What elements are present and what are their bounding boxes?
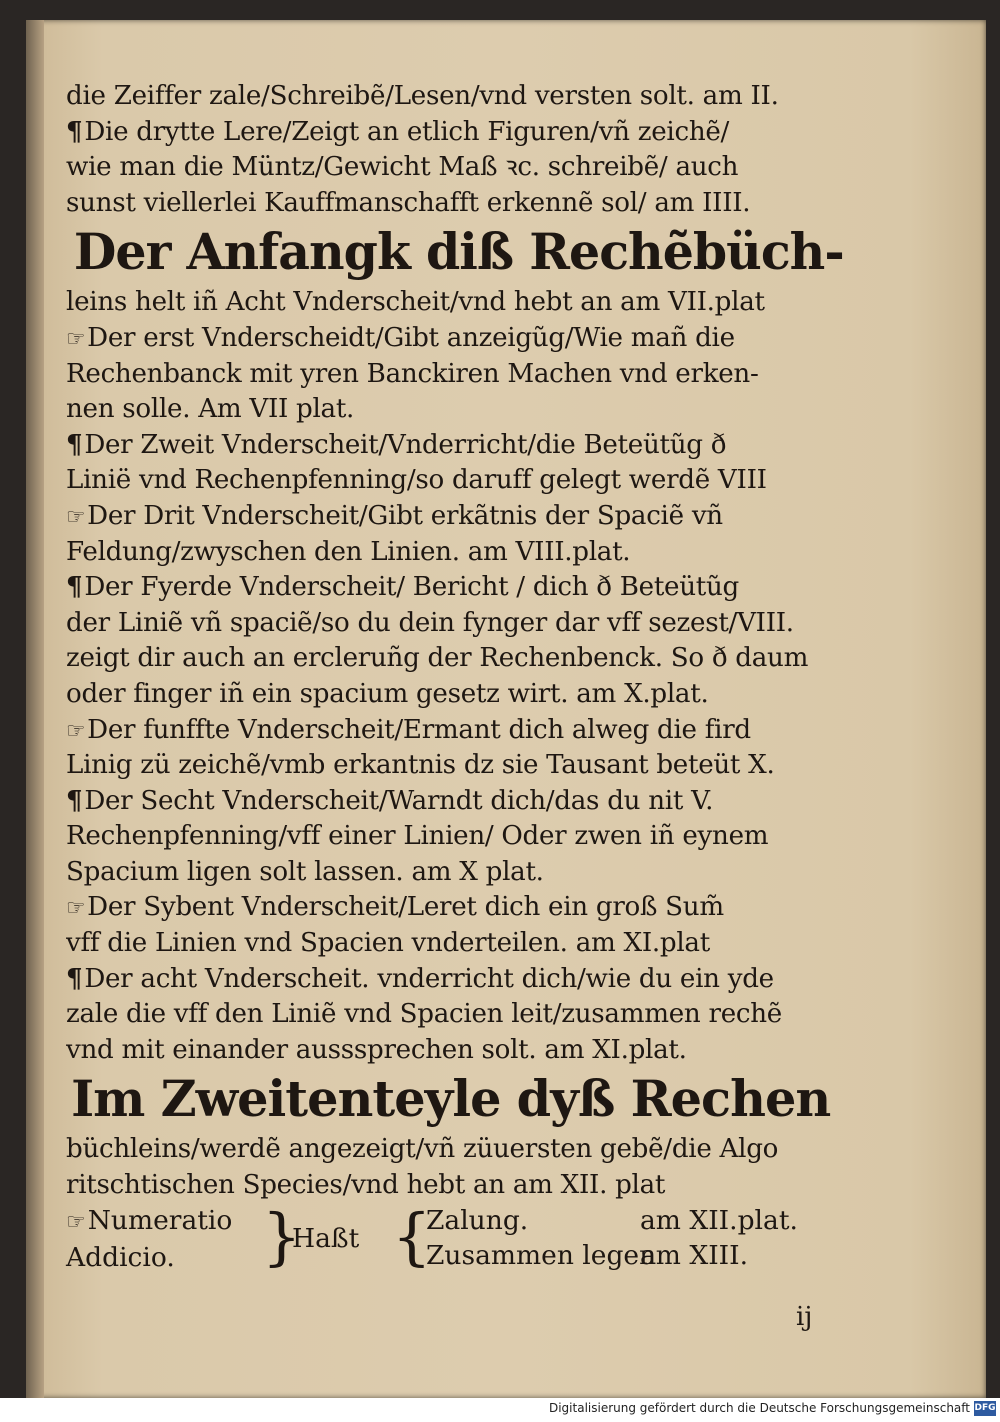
text-line [66, 78, 836, 114]
pilcrow-icon: ¶ [66, 784, 83, 816]
pilcrow-icon: ¶ [66, 115, 83, 147]
text-line [66, 534, 836, 570]
text-line [66, 114, 836, 150]
bracket-page-refs [640, 1203, 798, 1274]
text-line [66, 676, 836, 712]
text-line [66, 889, 836, 925]
pilcrow-icon: ¶ [66, 571, 83, 603]
text-line-content: Der Secht Vnderscheit/Warndt dich/das du nit V. [84, 784, 714, 816]
text-line [66, 818, 836, 854]
text-line [66, 783, 836, 819]
right-term-zalung: Zalung. [426, 1204, 529, 1236]
species-bracket-table [66, 1199, 846, 1275]
text-line [66, 925, 836, 961]
text-line-content: Spacium ligen solt lassen. am X plat. [66, 855, 544, 887]
text-line [66, 427, 836, 463]
text-line-content: der Liniẽ vñ spaciẽ/so du dein fynger dar vff sezest/VIII. [66, 606, 794, 638]
text-line-content: wie man die Müntz/Gewicht Maß ꝛc. schreibẽ/ auch [66, 151, 739, 183]
text-line [66, 1032, 836, 1068]
text-line [66, 356, 836, 392]
text-line-content: büchleins/werdẽ angezeigt/vñ züuersten gebẽ/die Algo [66, 1133, 779, 1165]
text-line [66, 284, 836, 320]
text-line-content: leins helt iñ Acht Vnderscheit/vnd hebt an am VII.plat [66, 286, 765, 318]
right-brace-icon: { [392, 1199, 432, 1273]
dfg-logo-icon: DFG [974, 1401, 996, 1416]
text-line [66, 149, 836, 185]
middle-word: Haßt [292, 1222, 360, 1254]
text-line-content: vnd mit einander ausssprechen solt. am XI.plat. [66, 1033, 687, 1065]
lines-middle [66, 284, 846, 1067]
text-line-content: Der Sybent Vnderscheit/Leret dich ein groß Sum̃ [87, 891, 724, 923]
page-binding-edge [26, 20, 44, 1398]
text-line [66, 569, 836, 605]
text-line [66, 854, 836, 890]
book-page [26, 20, 986, 1398]
text-line-content: die Zeiffer zale/Schreibẽ/Lesen/vnd versten solt. am II. [66, 80, 779, 111]
pilcrow-icon: ¶ [66, 428, 83, 460]
text-line-content: zale die vff den Liniẽ vnd Spacien leit/zusammen rechẽ [66, 998, 782, 1030]
text-line-content: Der Fyerde Vnderscheit/ Bericht / dich ð Beteütũg [84, 571, 740, 603]
page-ref-xiii: am XIII. [640, 1240, 749, 1272]
text-line [66, 961, 836, 997]
bracket-right-column [426, 1203, 656, 1274]
text-line-content: Linië vnd Rechenpfenning/so daruff gelegt werdẽ VIII [66, 464, 767, 496]
text-block [66, 78, 846, 1275]
signature-mark: ij [796, 1302, 813, 1332]
text-line-content: vff die Linien vnd Spacien vnderteilen. am XI.plat [66, 927, 710, 959]
digitization-footer [0, 1398, 1000, 1422]
text-line [66, 996, 836, 1032]
text-line-content: Der Zweit Vnderscheit/Vnderricht/die Beteütũg ð [84, 428, 727, 460]
text-line [66, 320, 836, 356]
text-line-content: nen solle. Am VII plat. [66, 393, 355, 425]
text-line [66, 391, 836, 427]
lines-after [66, 1131, 846, 1202]
text-line-content: Der Drit Vnderscheit/Gibt erkãtnis der Spaciẽ vñ [87, 499, 723, 531]
text-line-content: Rechenpfenning/vff einer Linien/ Oder zwen iñ eynem [66, 820, 769, 852]
text-line-content: Die drytte Lere/Zeigt an etlich Figuren/vñ zeichẽ/ [84, 115, 730, 147]
text-line-content: Feldung/zwyschen den Linien. am VIII.plat. [66, 535, 631, 567]
text-line [66, 640, 836, 676]
text-line-content: Der acht Vnderscheit. vnderricht dich/wie du ein yde [84, 962, 774, 994]
text-line [66, 1131, 836, 1167]
right-term-zusammen: Zusammen legen [426, 1240, 657, 1272]
pointing-hand-icon: ☞ [66, 1209, 86, 1235]
heading-anfang: Der Anfangk diß Rechẽbüch- [73, 222, 844, 282]
page-ref-xii: am XII.plat. [640, 1204, 798, 1236]
pointing-hand-icon: ☞ [66, 718, 86, 744]
pointing-hand-icon: ☞ [66, 504, 86, 530]
text-line-content: oder finger iñ ein spacium gesetz wirt. am X.plat. [66, 677, 709, 709]
text-line-content: sunst viellerlei Kauffmanschafft erkennẽ sol/ am IIII. [66, 186, 751, 218]
pointing-hand-icon: ☞ [66, 896, 86, 922]
footer-credit-text: Digitalisierung gefördert durch die Deutsche Forschungsgemeinschaft [548, 1401, 970, 1415]
pilcrow-icon: ¶ [66, 962, 83, 994]
left-term-addicio: Addicio. [66, 1242, 175, 1274]
text-line [66, 1167, 836, 1203]
text-line [66, 462, 836, 498]
text-line-content: ritschtischen Species/vnd hebt an am XII. plat [66, 1169, 666, 1201]
text-line [66, 712, 836, 748]
text-line-content: zeigt dir auch an ercleruñg der Rechenbenck. So ð daum [66, 642, 809, 674]
text-line-content: Der funffte Vnderscheit/Ermant dich alweg die fird [87, 713, 751, 745]
left-brace-icon: } [262, 1199, 302, 1273]
text-line-content: Der erst Vnderscheidt/Gibt anzeigũg/Wie mañ die [87, 321, 735, 353]
left-term-numeratio: Numeratio [87, 1204, 233, 1236]
heading-zweitenteyle: Im Zweitenteyle dyß Rechen [71, 1069, 831, 1129]
text-line [66, 605, 836, 641]
text-line [66, 747, 836, 783]
text-line-content: Rechenbanck mit yren Banckiren Machen vnd erken- [66, 357, 759, 389]
lines-before [66, 78, 846, 220]
text-line [66, 185, 836, 221]
text-line [66, 498, 836, 534]
text-line-content: Linig zü zeichẽ/vmb erkantnis dz sie Tausant beteüt X. [66, 749, 775, 781]
bracket-left-column [66, 1203, 232, 1276]
pointing-hand-icon: ☞ [66, 326, 86, 352]
